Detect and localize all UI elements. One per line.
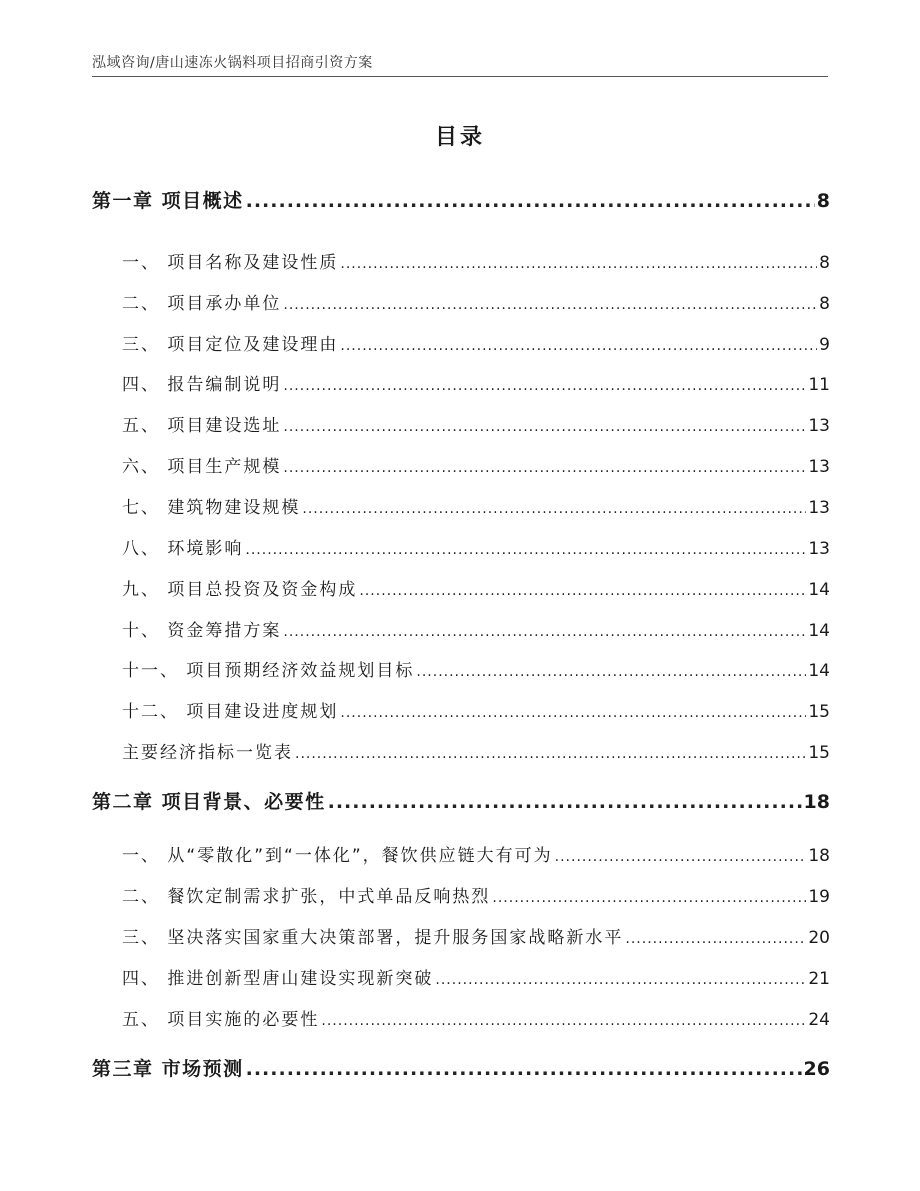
toc-page-number: 18 xyxy=(803,791,830,813)
toc-page-number: 21 xyxy=(808,969,830,989)
toc-section-entry[interactable] xyxy=(92,330,830,355)
header-divider xyxy=(92,76,828,77)
toc-section-entry[interactable] xyxy=(92,411,830,436)
toc-chapter-entry[interactable] xyxy=(92,1054,830,1081)
toc-entry-label: 二、 项目承办单位 xyxy=(122,294,282,314)
toc-page-number: 13 xyxy=(808,539,830,559)
toc-section-entry[interactable] xyxy=(92,248,830,273)
dot-leader xyxy=(246,190,815,212)
toc-entry-label: 九、 项目总投资及资金构成 xyxy=(122,580,358,600)
toc-section-entry[interactable] xyxy=(92,1005,830,1030)
dot-leader xyxy=(340,705,806,721)
toc-section-entry[interactable] xyxy=(92,738,830,763)
dot-leader xyxy=(283,460,806,476)
toc-page-number: 14 xyxy=(808,661,830,681)
toc-entry-label: 八、 环境影响 xyxy=(122,539,244,559)
toc-entry-label: 第三章 市场预测 xyxy=(92,1058,244,1080)
toc-section-entry[interactable] xyxy=(92,534,830,559)
toc-section-entry[interactable] xyxy=(92,923,830,948)
toc-section-entry[interactable] xyxy=(92,575,830,600)
toc-page-number: 13 xyxy=(808,457,830,477)
toc-page-number: 8 xyxy=(816,190,830,212)
toc-entry-label: 十二、 项目建设进度规划 xyxy=(122,702,339,722)
toc-page-number: 9 xyxy=(819,335,830,355)
dot-leader xyxy=(435,972,806,988)
toc-entry-label: 第二章 项目背景、必要性 xyxy=(92,791,326,813)
dot-leader xyxy=(245,542,806,558)
toc-section-entry[interactable] xyxy=(92,964,830,989)
toc-section-entry[interactable] xyxy=(92,452,830,477)
toc-entry-label: 主要经济指标一览表 xyxy=(122,743,293,763)
toc-entry-label: 十、 资金筹措方案 xyxy=(122,621,282,641)
toc-section-entry[interactable] xyxy=(92,841,830,866)
toc-entry-label: 五、 项目建设选址 xyxy=(122,416,282,436)
toc-page-number: 24 xyxy=(808,1010,830,1030)
toc-chapter-entry[interactable] xyxy=(92,186,830,213)
toc-page-number: 14 xyxy=(808,621,830,641)
toc-page-number: 8 xyxy=(819,253,830,273)
toc-section-entry[interactable] xyxy=(92,493,830,518)
dot-leader xyxy=(328,791,802,813)
toc-entry-label: 一、 从“零散化”到“一体化”，餐饮供应链大有可为 xyxy=(122,846,553,866)
dot-leader xyxy=(625,931,806,947)
running-header: 泓域咨询/唐山速冻火锅料项目招商引资方案 xyxy=(92,55,373,71)
dot-leader xyxy=(359,583,806,599)
toc-entry-label: 二、 餐饮定制需求扩张，中式单品反响热烈 xyxy=(122,887,491,907)
toc-entry-label: 六、 项目生产规模 xyxy=(122,457,282,477)
toc-page-number: 18 xyxy=(808,846,830,866)
toc-page-number: 8 xyxy=(819,294,830,314)
toc-entry-label: 三、 坚决落实国家重大决策部署，提升服务国家战略新水平 xyxy=(122,928,624,948)
toc-entry-label: 四、 推进创新型唐山建设实现新突破 xyxy=(122,969,434,989)
toc-chapter-entry[interactable] xyxy=(92,787,830,814)
toc-page-number: 13 xyxy=(808,416,830,436)
dot-leader xyxy=(283,378,806,394)
toc-section-entry[interactable] xyxy=(92,697,830,722)
toc-entry-label: 三、 项目定位及建设理由 xyxy=(122,335,339,355)
dot-leader xyxy=(302,501,806,517)
dot-leader xyxy=(340,338,817,354)
toc-entry-label: 七、 建筑物建设规模 xyxy=(122,498,301,518)
toc-page-number: 15 xyxy=(808,702,830,722)
toc-page-number: 13 xyxy=(808,498,830,518)
toc-entry-label: 一、 项目名称及建设性质 xyxy=(122,253,339,273)
dot-leader xyxy=(321,1013,806,1029)
dot-leader xyxy=(555,849,807,865)
page-title: 目录 xyxy=(434,125,485,150)
toc-page-number: 19 xyxy=(808,887,830,907)
dot-leader xyxy=(340,256,817,272)
dot-leader xyxy=(416,664,806,680)
dot-leader xyxy=(246,1058,802,1080)
toc-section-entry[interactable] xyxy=(92,656,830,681)
toc-page-number: 20 xyxy=(808,928,830,948)
toc-entry-label: 第一章 项目概述 xyxy=(92,190,244,212)
toc-page-number: 14 xyxy=(808,580,830,600)
toc-page-number: 11 xyxy=(808,375,830,395)
toc-section-entry[interactable] xyxy=(92,616,830,641)
toc-entry-label: 四、 报告编制说明 xyxy=(122,375,282,395)
dot-leader xyxy=(295,746,806,762)
toc-page-number: 15 xyxy=(808,743,830,763)
dot-leader xyxy=(283,297,817,313)
dot-leader xyxy=(283,419,806,435)
toc-section-entry[interactable] xyxy=(92,370,830,395)
toc-section-entry[interactable] xyxy=(92,882,830,907)
toc-entry-label: 五、 项目实施的必要性 xyxy=(122,1010,320,1030)
toc-page-number: 26 xyxy=(803,1058,830,1080)
dot-leader xyxy=(283,624,806,640)
dot-leader xyxy=(492,890,806,906)
toc-entry-label: 十一、 项目预期经济效益规划目标 xyxy=(122,661,415,681)
toc-section-entry[interactable] xyxy=(92,289,830,314)
